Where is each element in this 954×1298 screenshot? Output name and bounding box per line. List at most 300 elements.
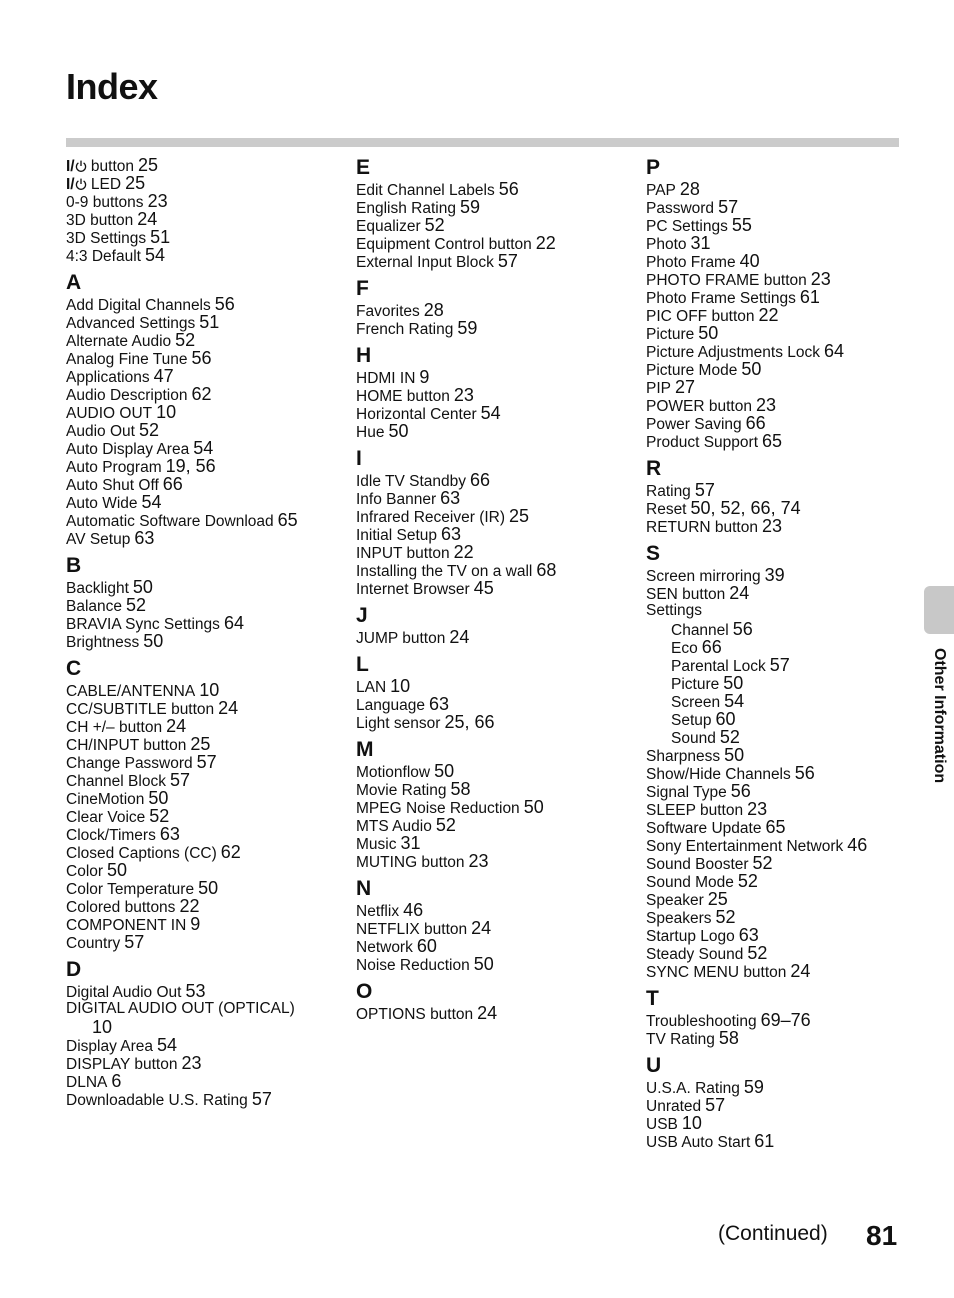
entry-label: DLNA (66, 1074, 108, 1091)
index-entry (646, 764, 926, 782)
entry-page-ref: 62 (191, 384, 212, 404)
index-entry (356, 901, 636, 919)
index-entry (66, 861, 346, 879)
index-entry (66, 439, 346, 457)
entry-label: MUTING button (356, 854, 465, 871)
entry-page-ref: 50 (143, 631, 164, 651)
index-letter-heading: B (66, 554, 82, 577)
index-entry (356, 471, 636, 489)
entry-page-ref: 53 (185, 981, 206, 1001)
entry-label: PIC OFF button (646, 308, 755, 325)
entry-page-ref: 50 (723, 673, 744, 693)
entry-page-ref: 22 (179, 896, 200, 916)
entry-label: HOME button (356, 388, 450, 405)
entry-page-ref: 9 (190, 914, 201, 934)
entry-label: French Rating (356, 321, 454, 338)
entry-page-ref: 59 (743, 1077, 764, 1097)
index-entry (66, 753, 346, 771)
entry-page-ref: 56 (191, 348, 212, 368)
index-entry (356, 713, 636, 731)
entry-label: Channel (671, 622, 729, 639)
index-letter-heading: I (356, 447, 362, 470)
entry-page-ref: 52 (747, 943, 768, 963)
entry-label: Clear Voice (66, 809, 146, 826)
entry-page-ref: 45 (473, 578, 494, 598)
entry-label: PHOTO FRAME button (646, 272, 807, 289)
index-entry (356, 368, 636, 386)
power-mark: I/ (66, 158, 75, 175)
index-entry (646, 481, 926, 499)
entry-page-ref: 57 (705, 1095, 726, 1115)
index-entry (646, 1011, 926, 1029)
entry-label: Screen (671, 694, 721, 711)
index-entry (356, 489, 636, 507)
entry-page-ref: 61 (799, 287, 820, 307)
entry-page-ref: 10 (156, 402, 177, 422)
index-entry (646, 216, 926, 234)
entry-page-ref: 63 (428, 694, 449, 714)
entry-label: U.S.A. Rating (646, 1080, 740, 1097)
index-subentry (646, 656, 926, 674)
entry-label: Channel Block (66, 773, 166, 790)
power-icon (75, 178, 87, 190)
index-entry (646, 746, 926, 764)
entry-label: CABLE/ANTENNA (66, 683, 196, 700)
index-entry (66, 771, 346, 789)
index-letter-heading: J (356, 604, 368, 627)
index-entry (356, 834, 636, 852)
index-entry (356, 955, 636, 973)
entry-page-ref: 23 (747, 799, 768, 819)
index-entry (66, 192, 346, 210)
index-entry (66, 313, 346, 331)
entry-label: English Rating (356, 200, 456, 217)
index-letter-heading: O (356, 980, 373, 1003)
entry-page-ref: 57 (196, 752, 217, 772)
entry-label: Audio Out (66, 423, 135, 440)
index-entry (646, 800, 926, 818)
index-entry (356, 798, 636, 816)
entry-label: Sharpness (646, 748, 721, 765)
entry-page-ref: 52 (715, 907, 736, 927)
index-entry (646, 908, 926, 926)
entry-label: Photo (646, 236, 687, 253)
entry-label: MPEG Noise Reduction (356, 800, 520, 817)
entry-page-ref: 6 (111, 1071, 122, 1091)
index-entry (356, 386, 636, 404)
index-entry (646, 1114, 926, 1132)
entry-label: Info Banner (356, 491, 437, 508)
index-entry (66, 529, 346, 547)
entry-label: Music (356, 836, 397, 853)
index-entry (646, 1029, 926, 1047)
entry-page-ref: 50 (148, 788, 169, 808)
entry-label: CineMotion (66, 791, 145, 808)
index-entry (646, 414, 926, 432)
entry-label: Horizontal Center (356, 406, 477, 423)
entry-page-ref: 63 (159, 824, 180, 844)
entry-page-ref: 28 (423, 300, 444, 320)
index-entry (66, 825, 346, 843)
entry-page-ref: 23 (453, 385, 474, 405)
index-entry (646, 818, 926, 836)
index-entry (356, 919, 636, 937)
index-entry (646, 602, 926, 620)
entry-label: DIGITAL AUDIO OUT (OPTICAL) (66, 1000, 295, 1017)
index-letter-heading: H (356, 344, 372, 367)
entry-label: Steady Sound (646, 946, 744, 963)
index-column-2 (356, 156, 636, 1022)
entry-label: Backlight (66, 580, 129, 597)
index-entry (66, 735, 346, 753)
entry-label: PC Settings (646, 218, 728, 235)
index-entry (66, 632, 346, 650)
entry-page-ref: 56 (732, 619, 753, 639)
entry-page-ref: 25 (138, 155, 159, 175)
index-entry (646, 854, 926, 872)
entry-label: Advanced Settings (66, 315, 196, 332)
entry-label: Setup (671, 712, 712, 729)
entry-page-ref: 57 (718, 197, 739, 217)
index-entry (66, 156, 346, 174)
index-entry (646, 396, 926, 414)
entry-label: Auto Shut Off (66, 477, 159, 494)
index-letter-heading: R (646, 457, 662, 480)
entry-label: USB Auto Start (646, 1134, 751, 1151)
entry-label: Noise Reduction (356, 957, 470, 974)
entry-page-ref: 54 (193, 438, 214, 458)
index-entry (66, 174, 346, 192)
entry-page-ref: 23 (810, 269, 831, 289)
index-entry (66, 457, 346, 475)
entry-label: HDMI IN (356, 370, 416, 387)
index-entry (646, 499, 926, 517)
index-entry (356, 216, 636, 234)
index-entry (356, 579, 636, 597)
entry-label: Product Support (646, 434, 759, 451)
entry-label: Signal Type (646, 784, 727, 801)
entry-page-ref: 50 (198, 878, 219, 898)
entry-page-ref: 52 (719, 727, 740, 747)
section-label: Other Information (931, 648, 948, 784)
entry-label: Picture (646, 326, 695, 343)
entry-label: Reset (646, 501, 687, 518)
index-entry (646, 1096, 926, 1114)
entry-label: PAP (646, 182, 676, 199)
entry-page-ref: 52 (175, 330, 196, 350)
entry-label: Color (66, 863, 104, 880)
entry-page-ref: 52 (737, 871, 758, 891)
entry-label: Change Password (66, 755, 193, 772)
entry-page-ref: 25 (707, 889, 728, 909)
entry-page-ref: 66 (745, 413, 766, 433)
index-entry (66, 699, 346, 717)
entry-page-ref: 54 (144, 245, 165, 265)
entry-page-ref: 10 (681, 1113, 702, 1133)
index-entry (66, 511, 346, 529)
entry-label: Netflix (356, 903, 400, 920)
entry-page-ref: 56 (730, 781, 751, 801)
entry-page-ref: 57 (124, 932, 145, 952)
index-entry (66, 367, 346, 385)
index-entry (66, 1018, 346, 1036)
entry-page-ref: 24 (449, 627, 470, 647)
entry-label: Display Area (66, 1038, 154, 1055)
entry-page-ref: 52 (126, 595, 147, 615)
index-entry (356, 816, 636, 834)
index-entry (66, 403, 346, 421)
entry-page-ref: 47 (153, 366, 174, 386)
index-entry (646, 288, 926, 306)
index-entry (66, 789, 346, 807)
page-title: Index (66, 66, 158, 107)
entry-label: Password (646, 200, 715, 217)
entry-label: Country (66, 935, 121, 952)
index-entry (356, 937, 636, 955)
entry-label: POWER button (646, 398, 752, 415)
entry-page-ref: 54 (141, 492, 162, 512)
page-number: 81 (866, 1220, 898, 1251)
entry-page-ref: 58 (450, 779, 471, 799)
index-entry (66, 681, 346, 699)
entry-label: Parental Lock (671, 658, 766, 675)
index-subentry (646, 728, 926, 746)
index-letter-heading: D (66, 958, 82, 981)
entry-label: Speakers (646, 910, 712, 927)
entry-page-ref: 60 (416, 936, 437, 956)
index-entry (646, 944, 926, 962)
entry-label: Picture Adjustments Lock (646, 344, 821, 361)
entry-label: USB (646, 1116, 678, 1133)
entry-label: AUDIO OUT (66, 405, 153, 422)
entry-page-ref: 52 (435, 815, 456, 835)
index-entry (646, 180, 926, 198)
index-entry (66, 421, 346, 439)
entry-page-ref: 69–76 (760, 1010, 811, 1030)
entry-page-ref: 57 (169, 770, 190, 790)
entry-label: Photo Frame (646, 254, 736, 271)
index-entry (646, 1078, 926, 1096)
entry-label: Clock/Timers (66, 827, 156, 844)
index-subentry (646, 620, 926, 638)
entry-label: Balance (66, 598, 123, 615)
section-tab (924, 586, 954, 634)
entry-page-ref: 59 (459, 197, 480, 217)
index-entry (66, 1090, 346, 1108)
index-entry (646, 962, 926, 980)
index-letter-heading: C (66, 657, 82, 680)
entry-page-ref: 66 (701, 637, 722, 657)
entry-page-ref: 23 (147, 191, 168, 211)
index-entry (66, 915, 346, 933)
entry-label: Eco (671, 640, 698, 657)
entry-label: CC/SUBTITLE button (66, 701, 215, 718)
entry-label: Colored buttons (66, 899, 176, 916)
index-entry (66, 982, 346, 1000)
entry-page-ref: 40 (739, 251, 760, 271)
entry-label: Installing the TV on a wall (356, 563, 533, 580)
index-entry (646, 378, 926, 396)
entry-page-ref: 63 (738, 925, 759, 945)
entry-label: TV Rating (646, 1031, 715, 1048)
entry-page-ref: 24 (137, 209, 158, 229)
entry-label: 0-9 buttons (66, 194, 144, 211)
index-entry (356, 525, 636, 543)
entry-label: LAN (356, 679, 387, 696)
entry-page-ref: 64 (824, 341, 845, 361)
entry-label: Applications (66, 369, 150, 386)
index-entry (66, 385, 346, 403)
entry-page-ref: 56 (794, 763, 815, 783)
entry-page-ref: 23 (755, 395, 776, 415)
entry-label: Startup Logo (646, 928, 735, 945)
entry-page-ref: 25 (125, 173, 146, 193)
entry-label: MTS Audio (356, 818, 432, 835)
index-entry (646, 234, 926, 252)
entry-label: Internet Browser (356, 581, 470, 598)
entry-page-ref: 28 (679, 179, 700, 199)
entry-page-ref: 46 (847, 835, 868, 855)
entry-page-ref: 50 (132, 577, 153, 597)
index-entry (356, 198, 636, 216)
index-letter-heading: E (356, 156, 371, 179)
entry-page-ref: 31 (690, 233, 711, 253)
index-entry (66, 614, 346, 632)
entry-page-ref: 64 (223, 613, 244, 633)
entry-label: Software Update (646, 820, 762, 837)
entry-page-ref: 24 (477, 1003, 498, 1023)
index-entry (66, 933, 346, 951)
index-entry (66, 807, 346, 825)
entry-label: SYNC MENU button (646, 964, 787, 981)
entry-page-ref: 24 (218, 698, 239, 718)
entry-page-ref: 54 (480, 403, 501, 423)
index-entry (66, 596, 346, 614)
entry-page-ref: 50 (741, 359, 762, 379)
entry-page-ref: 57 (694, 480, 715, 500)
entry-page-ref: 50 (388, 421, 409, 441)
entry-page-ref: 56 (214, 294, 235, 314)
entry-page-ref: 27 (674, 377, 696, 397)
index-entry (356, 1004, 636, 1022)
entry-label: COMPONENT IN (66, 917, 187, 934)
index-entry (646, 926, 926, 944)
index-entry (66, 349, 346, 367)
entry-page-ref: 52 (149, 806, 170, 826)
index-letter-heading: U (646, 1054, 662, 1077)
entry-page-ref: 65 (762, 431, 783, 451)
entry-page-ref: 57 (497, 251, 518, 271)
index-entry (646, 517, 926, 535)
entry-page-ref: 22 (453, 542, 474, 562)
entry-label: Troubleshooting (646, 1013, 757, 1030)
entry-page-ref: 25, 66 (444, 712, 495, 732)
entry-page-ref: 56 (498, 179, 519, 199)
entry-label: Sound (671, 730, 716, 747)
index-entry (646, 198, 926, 216)
entry-label: Unrated (646, 1098, 702, 1115)
index-entry (356, 628, 636, 646)
entry-label: Light sensor (356, 715, 441, 732)
entry-page-ref: 46 (403, 900, 424, 920)
entry-page-ref: 65 (765, 817, 786, 837)
entry-label: Auto Program (66, 459, 162, 476)
power-mark: I/ (66, 176, 75, 193)
index-entry (356, 319, 636, 337)
entry-page-ref: 50 (724, 745, 745, 765)
entry-label: I/ LED (66, 176, 122, 193)
index-entry (66, 1036, 346, 1054)
index-letter-heading: L (356, 653, 369, 676)
power-icon (75, 160, 87, 172)
index-entry (66, 295, 346, 313)
entry-page-ref: 25 (509, 506, 530, 526)
entry-page-ref: 55 (731, 215, 752, 235)
index-entry (66, 843, 346, 861)
entry-label: Equalizer (356, 218, 421, 235)
index-column-1 (66, 156, 346, 1108)
entry-label: Language (356, 697, 425, 714)
entry-page-ref: 61 (754, 1131, 775, 1151)
index-letter-heading: A (66, 271, 82, 294)
index-letter-heading: S (646, 542, 661, 565)
entry-page-ref: 19, 56 (165, 456, 216, 476)
entry-label: Rating (646, 483, 691, 500)
entry-label: Idle TV Standby (356, 473, 467, 490)
entry-label: SEN button (646, 586, 726, 603)
entry-label: Screen mirroring (646, 568, 761, 585)
index-entry (66, 228, 346, 246)
entry-label: Digital Audio Out (66, 984, 182, 1001)
index-letter-heading: M (356, 738, 374, 761)
index-subentry (646, 674, 926, 692)
entry-page-ref: 23 (468, 851, 489, 871)
entry-label: INPUT button (356, 545, 450, 562)
index-letter-heading: P (646, 156, 661, 179)
index-entry (356, 301, 636, 319)
index-entry (356, 252, 636, 270)
entry-label: Speaker (646, 892, 704, 909)
entry-page-ref: 68 (536, 560, 557, 580)
entry-label: Auto Display Area (66, 441, 190, 458)
entry-label: Automatic Software Download (66, 513, 274, 530)
entry-label: Color Temperature (66, 881, 195, 898)
index-entry (66, 897, 346, 915)
entry-page-ref: 54 (157, 1035, 178, 1055)
index-entry (356, 180, 636, 198)
entry-page-ref: 51 (150, 227, 171, 247)
index-entry (646, 342, 926, 360)
entry-label: Analog Fine Tune (66, 351, 188, 368)
index-entry (646, 270, 926, 288)
entry-label: Equipment Control button (356, 236, 532, 253)
entry-label: Power Saving (646, 416, 742, 433)
entry-label: Network (356, 939, 413, 956)
entry-label: Auto Wide (66, 495, 138, 512)
entry-label: CH/INPUT button (66, 737, 187, 754)
entry-label: 3D button (66, 212, 134, 229)
index-entry (646, 324, 926, 342)
entry-page-ref: 63 (134, 528, 155, 548)
entry-label: Sound Booster (646, 856, 749, 873)
entry-label: Photo Frame Settings (646, 290, 796, 307)
entry-label: JUMP button (356, 630, 446, 647)
entry-label: Infrared Receiver (IR) (356, 509, 506, 526)
entry-label: Downloadable U.S. Rating (66, 1092, 248, 1109)
entry-label: PIP (646, 380, 671, 397)
index-entry (66, 578, 346, 596)
entry-page-ref: 63 (440, 488, 461, 508)
